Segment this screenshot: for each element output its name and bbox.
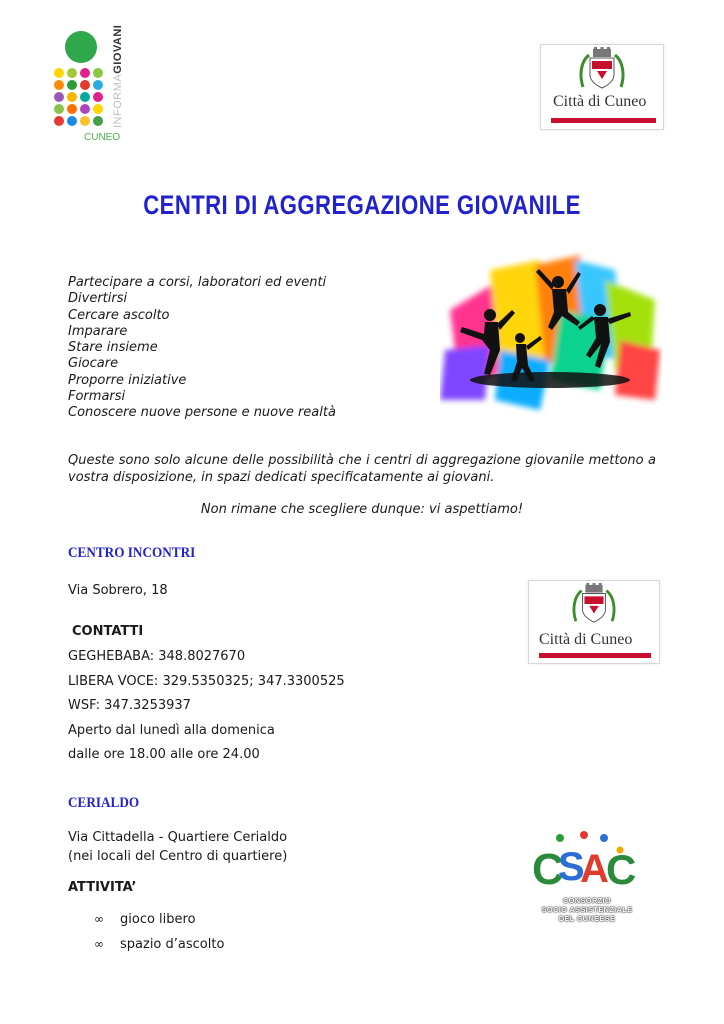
contact-line: dalle ore 18.00 alle ore 24.00 [68,747,260,762]
cerialdo-activity-item [94,937,224,962]
ig-logo-dot [80,116,90,126]
cerialdo-activity-item [94,912,224,937]
ig-logo-dot [54,80,64,90]
ig-logo-text-informa: INFORMA [112,73,124,128]
ig-logo-dot [67,68,77,78]
ig-logo-dot [93,68,103,78]
activity-item: Imparare [68,323,128,339]
contact-line: Aperto dal lunedì alla domenica [68,722,275,738]
red-bar [551,118,656,123]
intro-paragraph: Queste sono solo alcune delle possibilità che i centri di aggregazione giovanile mettono a vostra disposizione, in spazi dedicati specificatamente ai giovani. [68,453,656,485]
ig-logo-text-giovani: GIOVANI [112,24,124,74]
svg-text:A: A [580,847,609,890]
infinity-bullet-icon: ∞ [94,937,104,951]
cerialdo-activity-label: spazio d’ascolto [120,937,225,952]
ig-logo-dot [93,116,103,126]
citta-di-cuneo-logo-middle [528,580,660,664]
ig-logo-dot [54,92,64,102]
ig-logo-dot [67,80,77,90]
page-title: CENTRI DI AGGREGAZIONE GIOVANILE [143,190,581,220]
svg-text:S: S [558,845,585,889]
ig-logo-circle [65,31,97,63]
red-bar [539,653,651,658]
cerialdo-activities-heading: ATTIVITA’ [68,880,137,895]
activity-item: Giocare [68,356,119,372]
youth-dancing-illustration [440,250,662,418]
section-heading-cerialdo: CERIALDO [68,795,140,811]
activity-item: Cercare ascolto [68,307,170,323]
city-crest-icon [579,47,625,91]
citta-di-cuneo-logo-top [540,44,664,130]
csac-caption-line: DEL CUNEESE [558,914,616,923]
cerialdo-activity-label: gioco libero [120,912,196,927]
activity-item: Stare insieme [68,340,158,356]
csac-caption-line: SOCIO ASSISTENZIALE [541,905,633,914]
centro-incontri-address: Via Sobrero, 18 [68,583,168,598]
contact-line: GEGHEBABA: 348.8027670 [68,649,246,664]
activities-list [68,275,336,422]
ig-logo-dot [93,80,103,90]
ig-logo-dot [80,80,90,90]
contact-line: WSF: 347.3253937 [68,698,191,713]
activity-item: Conoscere nuove persone e nuove realtà [68,405,336,421]
activity-item: Proporre iniziative [68,372,187,388]
city-name: Città di Cuneo [553,93,647,110]
contacts-heading: CONTATTI [72,624,144,639]
ig-logo-dot [93,104,103,114]
cerialdo-activities-list [94,912,224,962]
ig-logo-dot [80,68,90,78]
csac-figures-icon [528,830,646,890]
ig-logo-city: CUNEO [84,132,121,143]
infinity-bullet-icon: ∞ [94,912,104,926]
ig-logo-dot [54,116,64,126]
cerialdo-address-line2: (nei locali del Centro di quartiere) [68,849,288,864]
call-to-action: Non rimane che scegliere dunque: vi aspettiamo! [200,502,524,517]
activity-item: Formarsi [68,389,126,405]
activity-item: Divertirsi [68,291,128,307]
ig-logo-dot [93,92,103,102]
activity-item: Partecipare a corsi, laboratori ed eventi [68,275,327,290]
contact-line: LIBERA VOCE: 329.5350325; 347.3300525 [68,673,345,689]
section-heading-centro-incontri: CENTRO INCONTRI [68,545,196,561]
city-crest-icon [571,583,617,625]
ig-logo-dot [80,104,90,114]
ig-logo-dot [54,104,64,114]
cerialdo-address-line1: Via Cittadella - Quartiere Cerialdo [68,830,288,845]
contacts-list [68,649,345,772]
ig-logo-dot [54,68,64,78]
csac-caption-line: CONSORZIO [562,896,612,905]
csac-logo [528,830,646,926]
ig-logo-dot [67,104,77,114]
ig-logo-dot [80,92,90,102]
svg-text:C: C [532,845,564,890]
city-name: Città di Cuneo [539,631,633,648]
ig-logo-dot [67,116,77,126]
informagiovani-logo [52,24,132,146]
ig-logo-dot [67,92,77,102]
svg-text:C: C [606,846,637,890]
